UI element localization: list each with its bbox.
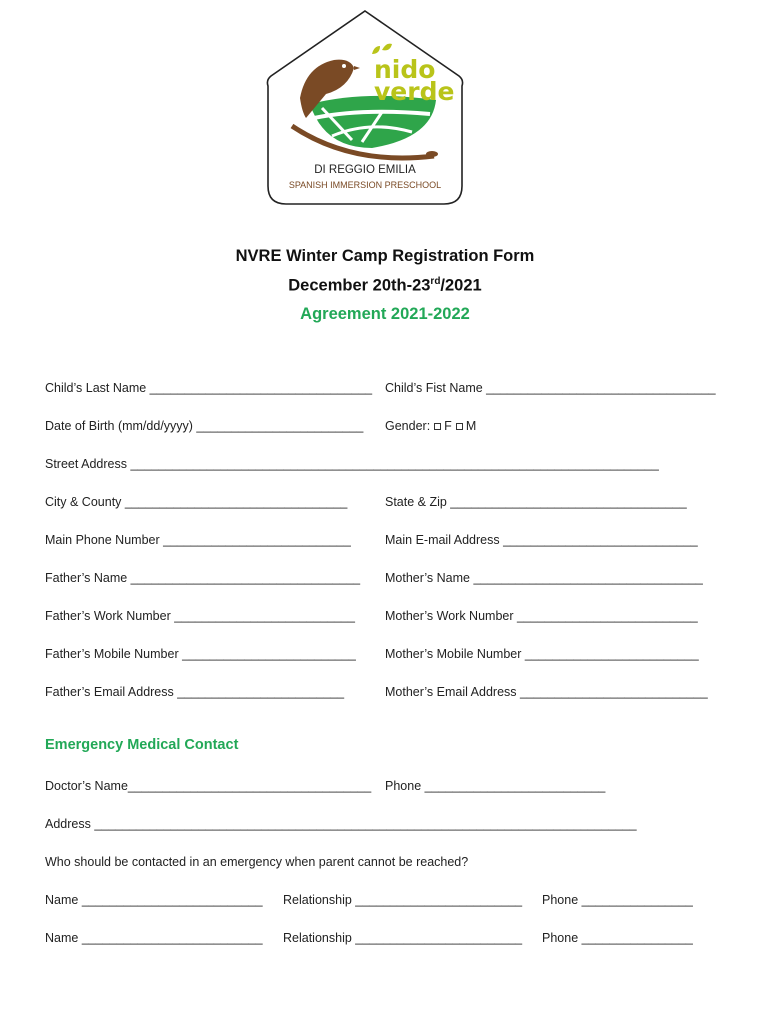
contact1-phone-field[interactable]: Phone ________________ [542, 893, 693, 907]
agreement-title: Agreement 2021-2022 [300, 305, 470, 323]
street-address-field[interactable]: Street Address ____________________________________________________________________________ [45, 457, 659, 471]
doctor-name-field[interactable]: Doctor’s Name___________________________________ [45, 779, 372, 793]
logo-subtitle1: DI REGGIO EMILIA [314, 164, 416, 176]
mother-work-field[interactable]: Mother’s Work Number __________________________ [385, 609, 698, 623]
contact2-name-field[interactable]: Name __________________________ [45, 931, 263, 945]
emergency-address-field[interactable]: Address ______________________________________________________________________________ [45, 817, 637, 831]
brand-line2: verde [374, 77, 455, 106]
contact1-name-field[interactable]: Name __________________________ [45, 893, 263, 907]
state-zip-field[interactable]: State & Zip __________________________________ [385, 495, 687, 509]
gender-field [385, 419, 476, 433]
contact2-relationship-field[interactable]: Relationship ________________________ [283, 931, 523, 945]
emergency-question: Who should be contacted in an emergency when parent cannot be reached? [45, 855, 469, 869]
main-phone-field[interactable]: Main Phone Number ___________________________ [45, 533, 351, 547]
date-prefix: December 20th-23 [288, 276, 431, 295]
father-name-field[interactable]: Father’s Name _________________________________ [45, 571, 361, 585]
nido-verde-logo [262, 8, 468, 210]
logo-subtitle2: SPANISH IMMERSION PRESCHOOL [288, 180, 442, 190]
form-date [0, 276, 770, 296]
father-email-field[interactable]: Father’s Email Address ________________________ [45, 685, 345, 699]
gender-m-label: M [465, 419, 477, 433]
date-suffix: /2021 [440, 276, 482, 295]
main-email-field[interactable]: Main E-mail Address ____________________________ [385, 533, 698, 547]
gender-label: Gender: [385, 419, 431, 433]
gender-f-label: F [444, 419, 452, 433]
gender-f-checkbox[interactable] [434, 423, 441, 430]
child-last-name-field[interactable]: Child’s Last Name ________________________________ [45, 381, 373, 395]
contact2-phone-field[interactable]: Phone ________________ [542, 931, 693, 945]
doctor-phone-field[interactable]: Phone __________________________ [385, 779, 606, 793]
date-sup: rd [430, 276, 441, 287]
mother-mobile-field[interactable]: Mother’s Mobile Number _________________________ [385, 647, 699, 661]
child-first-name-field[interactable]: Child’s Fist Name _________________________________ [385, 381, 716, 395]
father-work-field[interactable]: Father’s Work Number __________________________ [45, 609, 355, 623]
form-title: NVRE Winter Camp Registration Form [235, 247, 535, 265]
city-county-field[interactable]: City & County ________________________________ [45, 495, 348, 509]
mother-name-field[interactable]: Mother’s Name _________________________________ [385, 571, 703, 585]
dob-field[interactable]: Date of Birth (mm/dd/yyyy) ________________________ [45, 419, 364, 433]
contact1-relationship-field[interactable]: Relationship ________________________ [283, 893, 523, 907]
emergency-heading: Emergency Medical Contact [45, 737, 239, 753]
father-mobile-field[interactable]: Father’s Mobile Number _________________________ [45, 647, 356, 661]
mother-email-field[interactable]: Mother’s Email Address ___________________________ [385, 685, 708, 699]
brand-line1: nido [374, 55, 436, 84]
gender-m-checkbox[interactable] [456, 423, 463, 430]
